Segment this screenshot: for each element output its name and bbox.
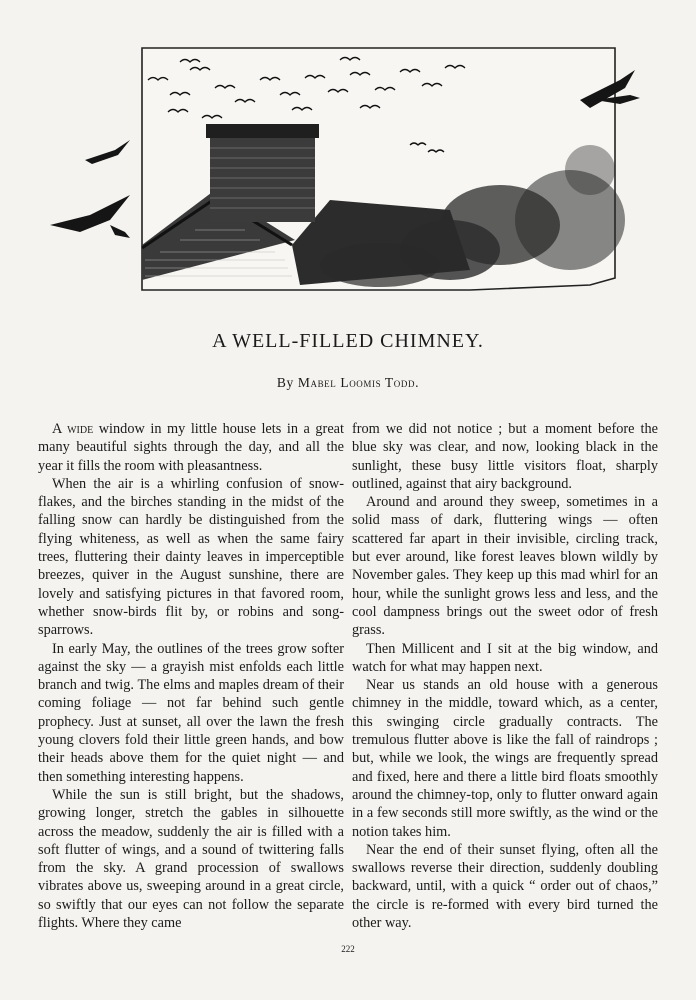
left-column [38, 420, 344, 932]
chimney-swallows-engraving [30, 40, 670, 305]
byline-prefix: By [276, 375, 294, 390]
chimney-icon [206, 124, 319, 222]
paragraph-lead: A wide [52, 421, 94, 437]
paragraph-text: window in my little house lets in a great many beautiful sights through the day, and all the year it fills the room with pleasantness. [38, 421, 344, 474]
paragraph [38, 420, 344, 475]
page-number: 222 [341, 944, 355, 954]
article-byline [0, 375, 696, 391]
byline-author: Mabel Loomis Todd. [297, 375, 420, 390]
chimney-illustration [30, 40, 670, 305]
paragraph: When the air is a whirling confusion of snow-flakes, and the birches standing in the midst of the falling snow can hardly be distinguished from the flying whiteness, as well as when the same fairy trees, fluttering their dainty leaves in imperceptible breezes, quiver in the August sunshine, there are lovely and satisfying pictures in that favored room, whether snow-birds flit by, or robins and song-sparrows. [38, 475, 344, 639]
paragraph: from we did not notice ; but a moment before the blue sky was clear, and now, looking black in the sunlight, these busy little visitors float, sharply outlined, against that airy background. [352, 421, 658, 492]
paragraph: While the sun is still bright, but the shadows, growing longer, stretch the gables in silhouette across the meadow, suddenly the air is filled with a soft flutter of wings, and a sound of twittering falls from the sky. A grand procession of swallows vibrates above us, sweeping around in a great circle, so swiftly that our eyes can not follow the separate flights. Where they came [38, 786, 344, 932]
paragraph: In early May, the outlines of the trees grow softer against the sky — a grayish mist enfolds each little branch and twig. The elms and maples dream of their coming foliage — not far behind such gentle prophecy. Just at sunset, all over the lawn the fresh young clovers fold their little green hands, and bow their heads above them for the quiet night — and then something interesting happens. [38, 640, 344, 785]
paragraph: Near the end of their sunset flying, often all the swallows reverse their direction, suddenly doubling backward, until, with a quick “ order out of chaos,” the circle is re-formed with every bird turned the other way. [352, 841, 658, 932]
article-title: A WELL-FILLED CHIMNEY. [212, 330, 484, 352]
right-column [352, 420, 658, 932]
paragraph: Then Millicent and I sit at the big window, and watch for what may happen next. [352, 640, 658, 675]
paragraph: Near us stands an old house with a generous chimney in the middle, toward which, as a center, this swinging circle gradually contracts. The tremulous flutter above is like the fall of raindrops ; but, while we look, the wings are frequently spread and fixed, here and there a little bird floats smoothly around the chimney-top, only to flutter onward again in a few seconds still more swiftly, as the wind or the notion takes him. [352, 677, 658, 840]
paragraph: Around and around they sweep, sometimes in a solid mass of dark, fluttering wings — often scattered far apart in their invisible, circling track, but ever around, like forest leaves blown wildly by November gales. They keep up this mad whirl for an hour, while the sunlight grows less and less, and the cool dampness brings out the sweet odor of fresh grass. [352, 494, 658, 639]
